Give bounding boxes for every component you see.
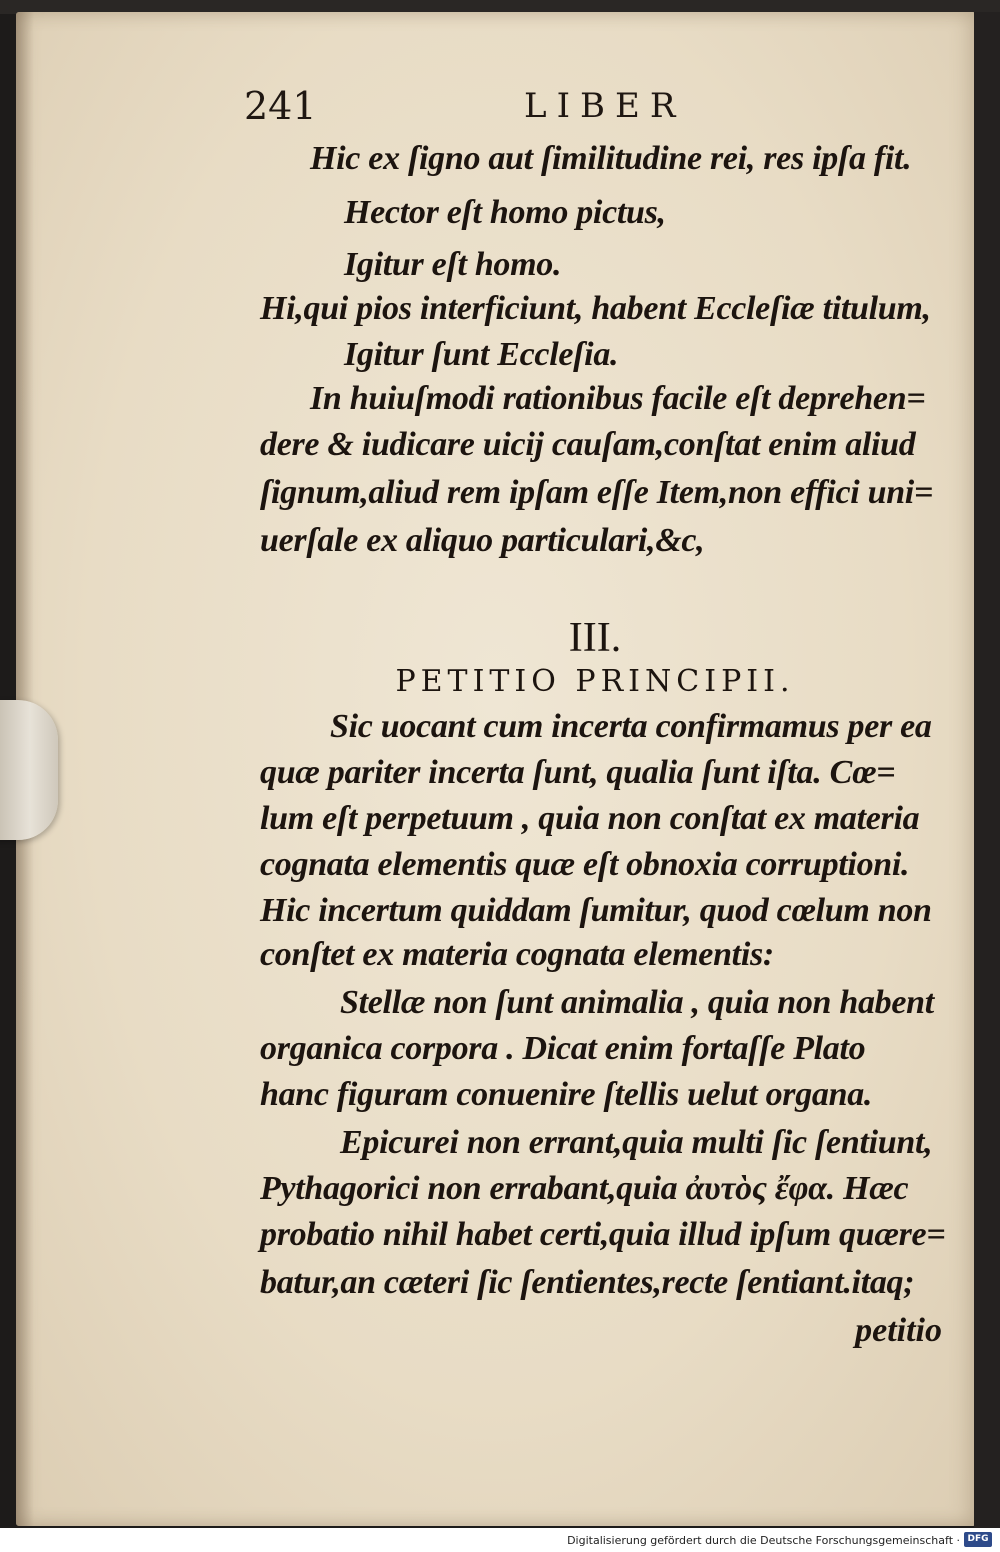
footer-bar bbox=[0, 1528, 1000, 1552]
text-line: Pythagorici non errabant,quia ἀυτὸς ἔφα. Hæc bbox=[260, 1170, 909, 1207]
text-line: hanc figuram conuenire ſtellis uelut organa. bbox=[260, 1076, 873, 1113]
page-header bbox=[244, 80, 944, 132]
section-number: III. bbox=[568, 615, 622, 661]
catchword: petitio bbox=[855, 1312, 942, 1349]
page-number: 241 bbox=[244, 84, 317, 128]
text-line: Igitur eſt homo. bbox=[344, 246, 562, 283]
text-line: In huiuſmodi rationibus facile eſt deprehen= bbox=[310, 380, 926, 417]
text-line: quæ pariter incerta ſunt, qualia ſunt iſta. Cœ= bbox=[260, 754, 896, 791]
text-line: organica corpora . Dicat enim fortaſſe Plato bbox=[260, 1030, 866, 1067]
page-clip bbox=[0, 700, 58, 840]
section-title: PETITIO PRINCIPII. bbox=[395, 664, 795, 699]
text-line: Hi,qui pios interficiunt, habent Eccleſiæ titulum, bbox=[260, 290, 931, 327]
running-head: LIBER bbox=[524, 86, 686, 126]
text-line: Igitur ſunt Eccleſia. bbox=[344, 336, 619, 373]
text-line: uerſale ex aliquo particulari,&c, bbox=[260, 522, 705, 559]
text-line: conſtet ex materia cognata elementis: bbox=[260, 936, 774, 973]
book-page bbox=[16, 12, 976, 1526]
text-line: Hic incertum quiddam ſumitur, quod cœlum non bbox=[260, 892, 932, 929]
text-line: Hector eſt homo pictus, bbox=[344, 194, 666, 231]
scan-right-edge bbox=[974, 12, 1000, 1532]
text-line: Stellæ non ſunt animalia , quia non habent bbox=[340, 984, 934, 1021]
text-line: lum eſt perpetuum , quia non conſtat ex materia bbox=[260, 800, 920, 837]
text-line: Sic uocant cum incerta confirmamus per ea bbox=[330, 708, 932, 745]
text-line: batur,an cæteri ſic ſentientes,recte ſentiant.itaq; bbox=[260, 1264, 915, 1301]
text-line: cognata elementis quæ eſt obnoxia corruptioni. bbox=[260, 846, 910, 883]
text-line: Epicurei non errant,quia multi ſic ſentiunt, bbox=[340, 1124, 933, 1161]
text-line: ſignum,aliud rem ipſam eſſe Item,non effici uni= bbox=[260, 474, 934, 511]
text-line: Hic ex ſigno aut ſimilitudine rei, res ipſa fit. bbox=[310, 140, 912, 177]
dfg-logo-icon: DFG bbox=[964, 1532, 992, 1547]
text-line: probatio nihil habet certi,quia illud ipſum quære= bbox=[260, 1216, 946, 1253]
digitization-credit: Digitalisierung gefördert durch die Deutsche Forschungsgemeinschaft · bbox=[567, 1534, 960, 1547]
text-line: dere & iudicare uicij cauſam,conſtat enim aliud bbox=[260, 426, 916, 463]
